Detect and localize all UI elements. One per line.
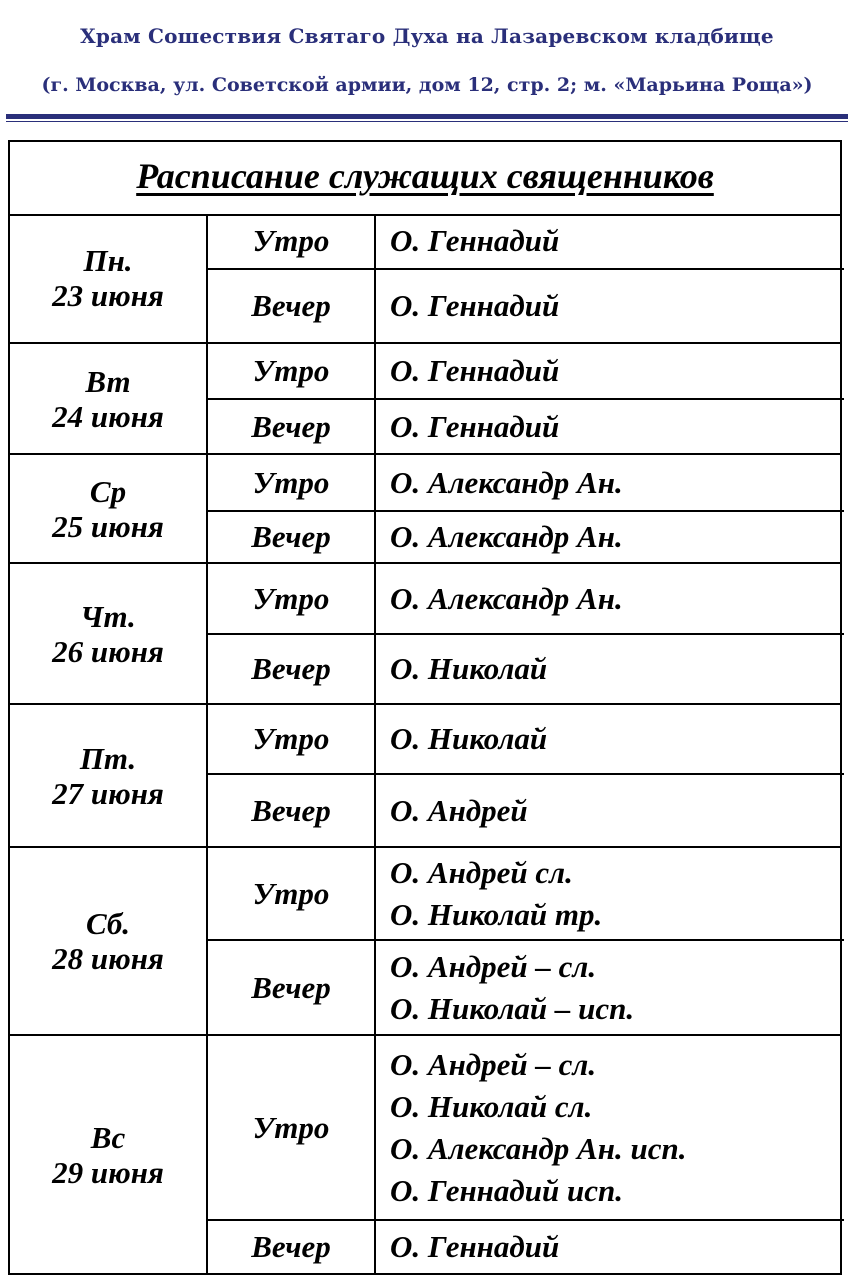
- slot-priests: [390, 512, 840, 562]
- slot-time-label: Утро: [252, 464, 330, 500]
- slot-time: [208, 512, 376, 562]
- slot-evening: [208, 1221, 844, 1273]
- day-label: [10, 1036, 208, 1273]
- slot-time-label: Вечер: [251, 519, 331, 554]
- priest-name: О. Геннадий: [390, 408, 560, 444]
- day-label: [10, 455, 208, 562]
- day-date: 28 июня: [52, 941, 164, 976]
- priest-name: О. Николай тр.: [390, 896, 603, 932]
- slot-morning: [208, 705, 844, 775]
- priest-name: О. Александр Ан.: [390, 580, 623, 616]
- priest-name: О. Геннадий: [390, 223, 560, 258]
- day-name: Сб.: [85, 906, 131, 941]
- slot-time: [208, 270, 376, 342]
- slot-priests: [390, 848, 840, 939]
- priest-name: О. Николай сл.: [390, 1088, 593, 1124]
- day-date: 29 июня: [52, 1154, 164, 1190]
- slot-priests: [390, 214, 840, 268]
- priest-name: О. Николай – исп.: [390, 990, 635, 1026]
- slot-morning: [208, 344, 844, 400]
- slot-time: [208, 400, 376, 453]
- slot-priests: [390, 941, 840, 1034]
- header: [0, 0, 854, 124]
- slot-priests: [390, 400, 840, 453]
- slot-morning: [208, 455, 844, 512]
- day-label: [10, 705, 208, 846]
- priest-name: О. Николай: [390, 651, 548, 686]
- priest-name: О. Геннадий исп.: [390, 1172, 623, 1208]
- day-row: [10, 1036, 840, 1273]
- slot-priests: [390, 1221, 840, 1273]
- day-date: 24 июня: [52, 398, 164, 434]
- slot-priests: [390, 564, 840, 633]
- slot-time: [208, 775, 376, 846]
- day-name: Вт: [85, 363, 131, 399]
- day-name: Пт.: [79, 740, 137, 776]
- slot-time-label: Вечер: [251, 288, 331, 323]
- day-date: 27 июня: [52, 775, 164, 811]
- priest-name: О. Андрей – сл.: [390, 948, 597, 984]
- day-name: Чт.: [80, 598, 136, 634]
- slot-time: [208, 564, 376, 633]
- day-date: 26 июня: [52, 633, 164, 669]
- priest-name: О. Николай: [390, 721, 548, 756]
- schedule-title: Расписание служащих священников: [136, 156, 714, 196]
- slot-priests: [390, 775, 840, 846]
- slot-time: [208, 214, 376, 268]
- priest-name: О. Александр Ан.: [390, 519, 623, 554]
- priest-name: О. Андрей: [390, 792, 528, 828]
- day-row: [10, 344, 840, 455]
- day-name: Пн.: [83, 243, 133, 278]
- slot-time-label: Вечер: [251, 408, 331, 444]
- day-row: [10, 564, 840, 705]
- slot-evening: [208, 941, 844, 1034]
- day-row: [10, 455, 840, 564]
- day-label: [10, 848, 208, 1034]
- day-label: [10, 214, 208, 342]
- slot-time-label: Утро: [252, 580, 330, 616]
- day-row: [10, 214, 840, 344]
- slot-evening: [208, 512, 844, 562]
- slot-evening: [208, 270, 844, 342]
- slot-morning: [208, 1036, 844, 1221]
- slot-time-label: Утро: [252, 1109, 330, 1145]
- slot-priests: [390, 344, 840, 398]
- slot-time-label: Утро: [252, 875, 330, 911]
- slot-time-label: Утро: [252, 721, 330, 756]
- slot-time: [208, 455, 376, 510]
- day-name: Вс: [90, 1119, 126, 1155]
- slot-morning: [208, 564, 844, 635]
- slot-time: [208, 344, 376, 398]
- slot-time-label: Утро: [252, 353, 330, 388]
- priest-name: О. Андрей – сл.: [390, 1046, 597, 1082]
- schedule-title-row: [10, 142, 840, 216]
- schedule-table: [8, 140, 842, 1275]
- slot-morning: [208, 848, 844, 941]
- priest-name: О. Александр Ан.: [390, 464, 623, 500]
- day-name: Ср: [89, 473, 127, 509]
- priest-name: О. Александр Ан. исп.: [390, 1130, 687, 1166]
- slot-time-label: Вечер: [251, 792, 331, 828]
- slot-priests: [390, 270, 840, 342]
- church-name: Храм Сошествия Святаго Духа на Лазаревском кладбище: [80, 24, 774, 48]
- priest-name: О. Геннадий: [390, 353, 560, 388]
- priest-name: О. Андрей сл.: [390, 854, 573, 890]
- slot-evening: [208, 635, 844, 703]
- slot-time-label: Вечер: [251, 651, 331, 686]
- slot-evening: [208, 775, 844, 846]
- slot-time: [208, 941, 376, 1034]
- slot-time: [208, 1036, 376, 1219]
- priest-name: О. Геннадий: [390, 288, 560, 323]
- day-date: 25 июня: [52, 508, 164, 544]
- slot-priests: [390, 455, 840, 510]
- slot-evening: [208, 400, 844, 453]
- day-row: [10, 848, 840, 1036]
- priest-name: О. Геннадий: [390, 1229, 560, 1264]
- day-row: [10, 705, 840, 848]
- header-rule-thin: [6, 121, 848, 122]
- day-date: 23 июня: [52, 278, 164, 313]
- slot-priests: [390, 1036, 840, 1219]
- day-label: [10, 344, 208, 453]
- day-label: [10, 564, 208, 703]
- slot-time-label: Вечер: [251, 969, 331, 1005]
- church-address: (г. Москва, ул. Советской армии, дом 12, стр. 2; м. «Марьина Роща»): [41, 74, 813, 96]
- slot-time: [208, 635, 376, 703]
- slot-time: [208, 848, 376, 939]
- slot-time-label: Вечер: [251, 1229, 331, 1264]
- header-rule-thick: [6, 114, 848, 119]
- slot-time: [208, 1221, 376, 1273]
- slot-time: [208, 705, 376, 773]
- slot-time-label: Утро: [252, 223, 330, 258]
- slot-priests: [390, 635, 840, 703]
- slot-morning: [208, 214, 844, 270]
- slot-priests: [390, 705, 840, 773]
